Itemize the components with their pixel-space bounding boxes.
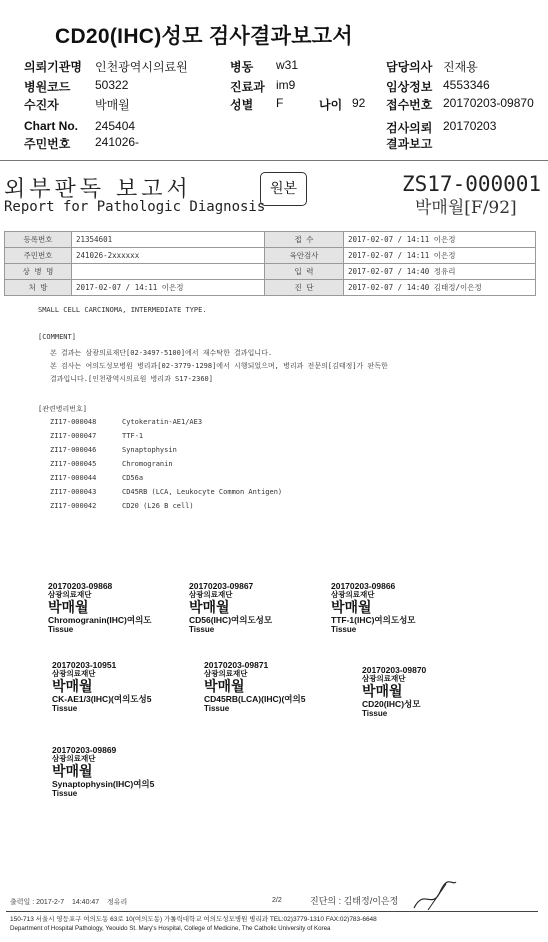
comment-line: 결과입니다.[인천광역시의료원 병리과 S17-2360] (50, 375, 213, 383)
prescription-value: 2017-02-07 / 14:11 이은정 (72, 280, 265, 296)
input-label: 입 력 (265, 264, 344, 280)
label-test: CK-AE1/3(IHC)(여의도성5 (52, 694, 152, 704)
report-patient: 박매월[F/92] (415, 198, 517, 218)
related-antibody: CD20 (L26 B cell) (122, 502, 194, 510)
rrn-label: 주민번호 (5, 248, 72, 264)
disease-name-value (72, 264, 265, 280)
page-number: 2/2 (272, 897, 282, 904)
report-info-table (4, 231, 536, 296)
related-number: ZI17-000043 (50, 488, 97, 496)
clinical-label: 임상정보 (386, 80, 433, 94)
label-org: 삼광의료재단 (52, 754, 96, 763)
rrn-value: 241026- (95, 135, 140, 149)
doctor-label: 담당의사 (386, 60, 433, 74)
label-org: 삼광의료재단 (204, 669, 248, 678)
receipt-value: 20170203-09870 (443, 96, 534, 110)
rrn-value: 241026-2xxxxxx (72, 248, 265, 264)
report-number: ZS17-000001 (402, 172, 542, 196)
label-number: 20170203-09868 (48, 581, 113, 591)
related-antibody: Synaptophysin (122, 446, 177, 454)
document-title: CD20(IHC)성모 검사결과보고서 (55, 25, 353, 48)
output-date: 2017-2-7 (36, 899, 65, 906)
specimen-label (52, 661, 151, 714)
report-title-english: Report for Pathologic Diagnosis (4, 199, 266, 215)
label-number: 20170203-09871 (204, 660, 269, 670)
related-antibody: Chromogranin (122, 460, 173, 468)
related-number: ZI17-000045 (50, 460, 97, 468)
label-number: 20170203-09869 (52, 745, 117, 755)
label-number: 20170203-09867 (189, 581, 254, 591)
label-patient-name: 박매월 (204, 678, 245, 694)
table-row (5, 232, 536, 248)
related-number: ZI17-000047 (50, 432, 97, 440)
chart-no-value: 245404 (95, 119, 136, 133)
clinical-value: 4553346 (443, 78, 490, 92)
report-label: 결과보고 (386, 137, 433, 151)
label-number: 20170203-09870 (362, 665, 427, 675)
receipt-label: 접 수 (265, 232, 344, 248)
label-test: CD45RB(LCA)(IHC)(여의5 (204, 694, 306, 704)
related-number: ZI17-000042 (50, 502, 97, 510)
sex-value: F (276, 96, 284, 110)
gross-value: 2017-02-07 / 14:11 이은정 (344, 248, 536, 264)
specimen-label (189, 582, 272, 635)
institution-label: 의뢰기관명 (24, 60, 82, 74)
gross-label: 육안검사 (265, 248, 344, 264)
label-test: Chromogranin(IHC)여의도 (48, 615, 152, 625)
output-info (10, 897, 127, 907)
comment-line: 본 검사는 여의도성모병원 병리과[02-3779-1298]에서 시행되었으며, 병리과 전문의[김태정]가 판독한 (50, 362, 388, 370)
related-antibody: TTF-1 (122, 432, 144, 440)
label-org: 삼광의료재단 (189, 590, 233, 599)
related-number: ZI17-000044 (50, 474, 97, 482)
original-stamp: 원본 (260, 172, 307, 206)
specimen-label (362, 666, 426, 719)
related-antibody: CD56a (122, 474, 144, 482)
rrn-label: 주민번호 (24, 137, 71, 151)
report-title-korean: 외부판독 보고서 (4, 177, 192, 202)
age-label: 나이 (319, 98, 343, 112)
output-label: 출력일 : (10, 899, 35, 906)
chart-no-label: Chart No. (24, 119, 78, 133)
hospital-code-value: 50322 (95, 78, 129, 92)
header-divider (0, 160, 548, 161)
diagnosed-by (310, 894, 398, 907)
specimen-label (331, 582, 416, 635)
label-test: CD20(IHC)성모 (362, 699, 421, 709)
specimen-label (52, 746, 154, 799)
signature (410, 880, 460, 914)
label-org: 삼광의료재단 (48, 590, 92, 599)
label-org: 삼광의료재단 (331, 590, 375, 599)
doctor-value: 진재용 (443, 60, 478, 74)
hospital-code-label: 병원코드 (24, 80, 71, 94)
diagnosis-label: 진 단 (265, 280, 344, 296)
hospital-address: 150-713 서울시 영등포구 여의도동 63로 10(여의도동) 가톨릭대학교 여의도성모병원 병리과 TEL:02)3779-1310 FAX:02)783-6648 (10, 916, 377, 923)
reg-no-label: 등록번호 (5, 232, 72, 248)
comment-line: 본 결과는 삼광의료재단[02-3497-5100]에서 재수탁한 결과입니다. (50, 349, 273, 357)
ward-value: w31 (276, 58, 299, 72)
related-antibody: Cytokeratin-AE1/AE3 (122, 418, 203, 426)
label-test: CD56(IHC)여의도성모 (189, 615, 273, 625)
ward-label: 병동 (230, 60, 254, 74)
dept-value: im9 (276, 78, 296, 92)
related-antibody: CD45RB (LCA, Leukocyte Common Antigen) (122, 488, 283, 496)
request-date-label: 검사의뢰 (386, 121, 433, 135)
label-tissue: Tissue (204, 704, 230, 713)
sex-label: 성별 (230, 98, 254, 112)
label-org: 삼광의료재단 (362, 674, 406, 683)
receipt-label: 접수번호 (386, 98, 433, 112)
reg-no-value: 21354601 (72, 232, 265, 248)
disease-name-label: 상 병 명 (5, 264, 72, 280)
age-value: 92 (352, 96, 366, 110)
table-row (5, 280, 536, 296)
footer-divider (6, 911, 538, 912)
table-row (5, 264, 536, 280)
output-user: 정유리 (106, 899, 128, 906)
label-tissue: Tissue (48, 625, 74, 634)
label-test: TTF-1(IHC)여의도성모 (331, 615, 416, 625)
label-tissue: Tissue (52, 704, 78, 713)
institution-value: 인천광역시의료원 (95, 60, 188, 74)
dept-label: 진료과 (230, 80, 265, 94)
recipient-label: 수진자 (24, 98, 59, 112)
label-patient-name: 박매월 (48, 599, 89, 615)
diagnosis-value: 2017-02-07 / 14:40 김태정/이은정 (344, 280, 536, 296)
specimen-label (204, 661, 305, 714)
label-number: 20170203-10951 (52, 660, 117, 670)
table-row (5, 248, 536, 264)
label-org: 삼광의료재단 (52, 669, 96, 678)
prescription-label: 처 방 (5, 280, 72, 296)
recipient-value: 박매월 (95, 98, 130, 112)
comment-header: [COMMENT] (38, 333, 76, 341)
label-patient-name: 박매월 (189, 599, 230, 615)
request-date-value: 20170203 (443, 119, 497, 133)
related-number: ZI17-000048 (50, 418, 97, 426)
label-tissue: Tissue (189, 625, 215, 634)
label-tissue: Tissue (52, 789, 78, 798)
label-tissue: Tissue (362, 709, 388, 718)
label-patient-name: 박매월 (331, 599, 372, 615)
label-number: 20170203-09866 (331, 581, 396, 591)
diagnosed-by-label: 진단의 : (310, 896, 342, 906)
related-header: [관련병리번호] (38, 405, 88, 413)
label-patient-name: 박매월 (52, 763, 93, 779)
diagnosed-by-names: 김태정/이은정 (343, 896, 399, 906)
label-test: Synaptophysin(IHC)여의5 (52, 779, 155, 789)
label-patient-name: 박매월 (362, 683, 403, 699)
diagnosis-text: SMALL CELL CARCINOMA, INTERMEDIATE TYPE. (38, 306, 207, 314)
receipt-value: 2017-02-07 / 14:11 이은정 (344, 232, 536, 248)
output-time: 14:40:47 (71, 899, 100, 906)
department-name: Department of Hospital Pathology, Yeouido St. Mary's Hospital, College of Medicine, The Catholic University of Korea (10, 925, 331, 932)
label-patient-name: 박매월 (52, 678, 93, 694)
label-tissue: Tissue (331, 625, 357, 634)
related-number: ZI17-000046 (50, 446, 97, 454)
input-value: 2017-02-07 / 14:40 정유리 (344, 264, 536, 280)
specimen-label (48, 582, 152, 635)
